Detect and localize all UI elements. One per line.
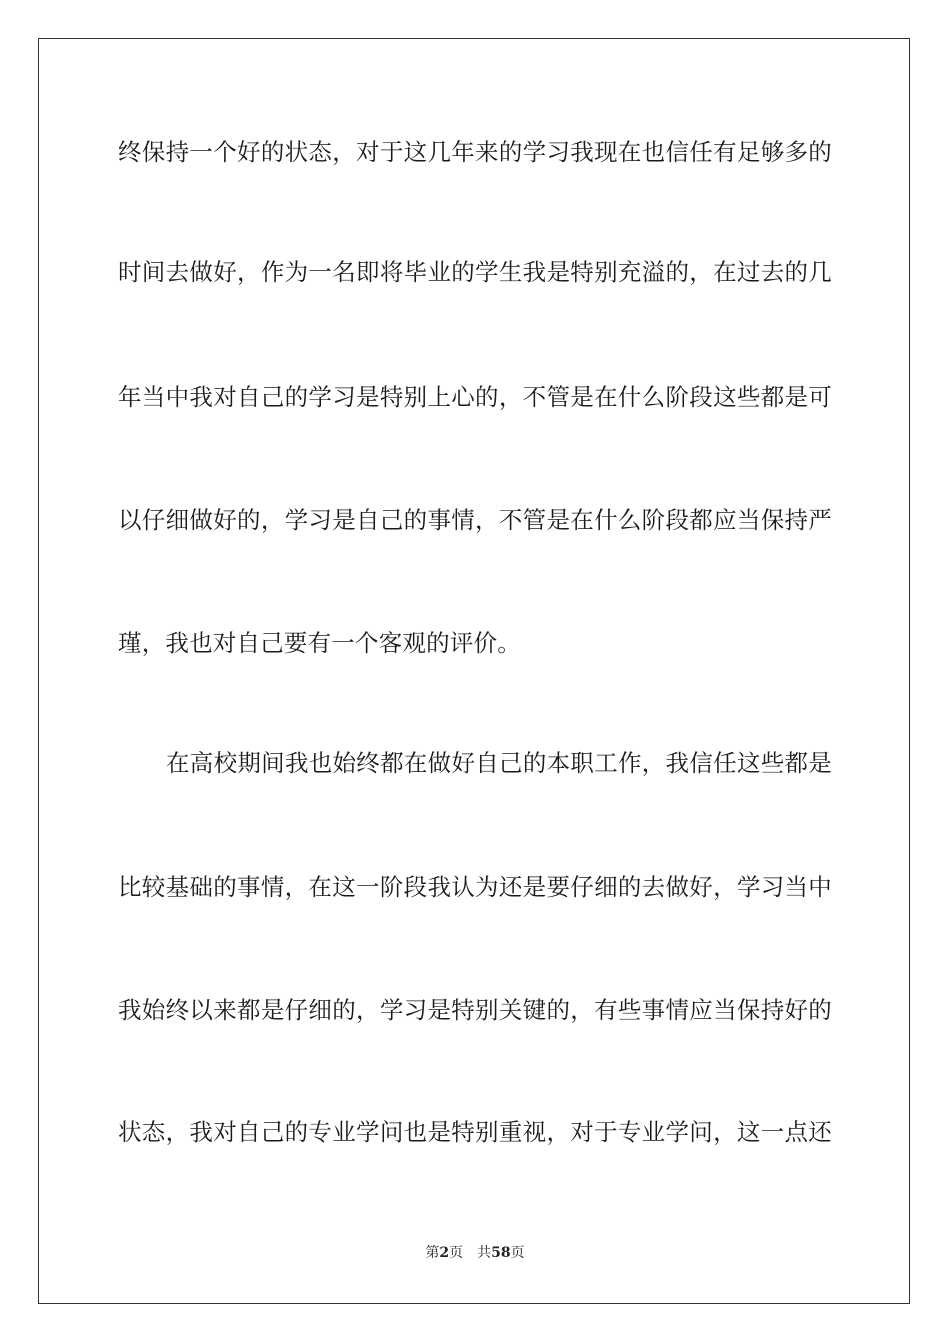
total-pages: 58 bbox=[491, 1245, 511, 1261]
page-suffix: 页 bbox=[449, 1245, 464, 1261]
text-line: 以仔细做好的，学习是自己的事情，不管是在什么阶段都应当保持严 bbox=[118, 506, 832, 534]
text-line: 年当中我对自己的学习是特别上心的，不管是在什么阶段这些都是可 bbox=[118, 383, 832, 411]
page-number: 2 bbox=[439, 1245, 450, 1261]
page-footer bbox=[0, 1244, 950, 1262]
text-line: 在高校期间我也始终都在做好自己的本职工作，我信任这些都是 bbox=[166, 749, 832, 777]
text-line: 比较基础的事情，在这一阶段我认为还是要仔细的去做好，学习当中 bbox=[118, 873, 832, 901]
text-line: 我始终以来都是仔细的，学习是特别关键的，有些事情应当保持好的 bbox=[118, 996, 832, 1024]
text-line: 终保持一个好的状态，对于这几年来的学习我现在也信任有足够多的 bbox=[118, 138, 832, 166]
text-line: 时间去做好，作为一名即将毕业的学生我是特别充溢的，在过去的几 bbox=[118, 258, 832, 286]
page-border bbox=[38, 38, 910, 1304]
total-suffix: 页 bbox=[510, 1245, 525, 1261]
total-prefix: 共 bbox=[477, 1245, 492, 1261]
text-line: 状态，我对自己的专业学问也是特别重视，对于专业学问，这一点还 bbox=[118, 1118, 832, 1146]
text-line: 瑾，我也对自己要有一个客观的评价。 bbox=[118, 629, 521, 657]
page-prefix: 第 bbox=[425, 1245, 440, 1261]
